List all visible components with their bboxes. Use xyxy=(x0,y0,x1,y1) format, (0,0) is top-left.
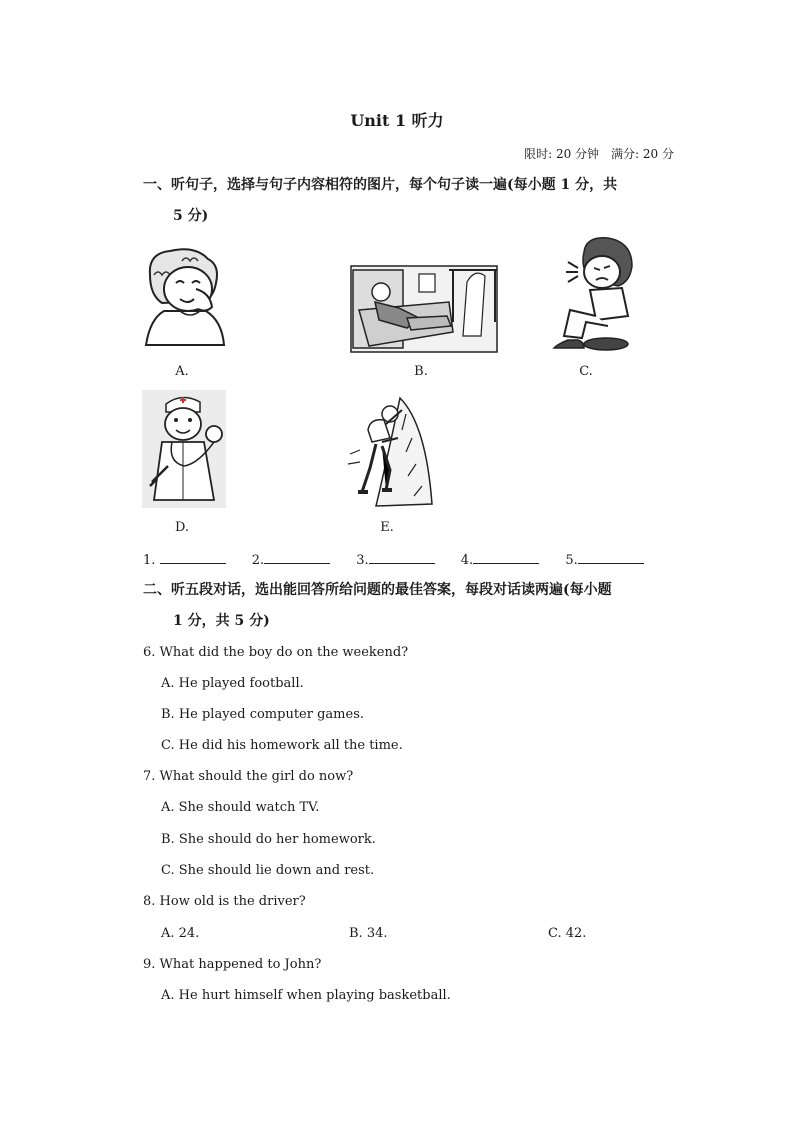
blank-2[interactable]: 2. xyxy=(252,551,330,568)
question-8-option-a[interactable]: A. 24. xyxy=(161,926,200,941)
question-7-option-a[interactable]: A. She should watch TV. xyxy=(161,800,320,815)
question-6-option-a[interactable]: A. He played football. xyxy=(161,676,304,691)
question-6: 6. What did the boy do on the weekend? xyxy=(143,645,409,660)
toothache-boy-icon xyxy=(140,245,230,353)
hurt-knee-boy-icon xyxy=(546,236,638,354)
boy-in-bed-icon xyxy=(349,262,499,354)
blank-1[interactable]: 1. xyxy=(143,551,226,568)
section-1-heading-line1: 一、听句子，选择与句子内容相符的图片，每个句子读一遍(每小题 1 分，共 xyxy=(143,177,618,193)
blank-5[interactable]: 5. xyxy=(565,551,643,568)
picture-d-label: D. xyxy=(174,520,190,535)
picture-b xyxy=(349,262,499,354)
section-2-heading xyxy=(143,575,683,637)
section-2-heading-line1: 二、听五段对话，选出能回答所给问题的最佳答案，每段对话读两遍(每小题 xyxy=(143,582,612,598)
question-6-option-b[interactable]: B. He played computer games. xyxy=(161,707,364,722)
picture-d xyxy=(142,390,226,508)
doctor-icon xyxy=(142,390,226,508)
picture-e xyxy=(346,394,434,508)
question-8-option-c[interactable]: C. 42. xyxy=(548,926,587,941)
blank-3[interactable]: 3. xyxy=(356,551,434,568)
question-7: 7. What should the girl do now? xyxy=(143,769,354,784)
picture-c xyxy=(546,236,638,354)
picture-a-label: A. xyxy=(175,364,189,379)
picture-a xyxy=(140,245,230,353)
picture-e-label: E. xyxy=(380,520,394,535)
answer-blanks xyxy=(143,551,666,568)
page-title: Unit 1 听力 xyxy=(350,111,444,130)
blank-4[interactable]: 4. xyxy=(461,551,539,568)
climber-icon xyxy=(346,394,434,508)
section-2-heading-line2: 1 分，共 5 分) xyxy=(173,613,270,629)
question-7-option-b[interactable]: B. She should do her homework. xyxy=(161,832,376,847)
time-and-score: 限时: 20 分钟 满分: 20 分 xyxy=(524,147,674,161)
section-1-heading-line2: 5 分) xyxy=(173,208,209,224)
question-8-option-b[interactable]: B. 34. xyxy=(349,926,388,941)
section-1-heading xyxy=(143,170,683,232)
picture-c-label: C. xyxy=(579,364,593,379)
question-6-option-c[interactable]: C. He did his homework all the time. xyxy=(161,738,403,753)
question-8: 8. How old is the driver? xyxy=(143,894,306,909)
question-7-option-c[interactable]: C. She should lie down and rest. xyxy=(161,863,375,878)
question-9: 9. What happened to John? xyxy=(143,957,322,972)
picture-b-label: B. xyxy=(414,364,428,379)
question-9-option-a[interactable]: A. He hurt himself when playing basketball. xyxy=(161,988,451,1003)
